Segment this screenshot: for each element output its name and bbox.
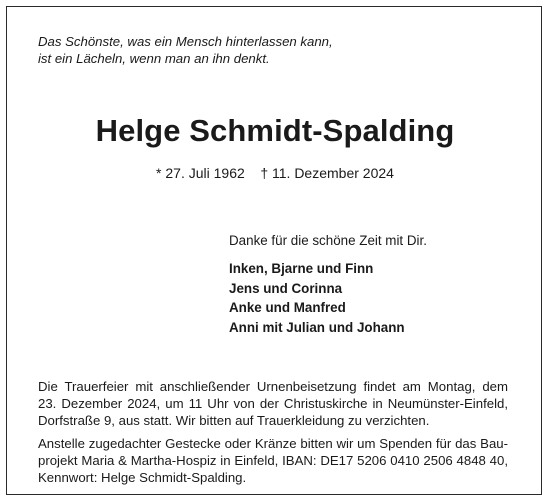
ceremony-paragraph [38, 378, 508, 429]
family-line: Anke und Manfred [229, 300, 346, 315]
ceremony-line: Dorfstraße 9, aus statt. Wir bitten auf Trauerkleidung zu verzichten. [38, 413, 430, 428]
ceremony-line: 23. Dezember 2024, um 11 Uhr von der Christuskirche in Neumünster-Einfeld, [38, 396, 508, 411]
donation-line: Kennwort: Helge Schmidt-Spalding. [38, 470, 247, 485]
deceased-name: Helge Schmidt-Spalding [95, 113, 455, 148]
family-list [229, 259, 405, 337]
donation-line: projekt Maria & Martha-Hospiz in Einfeld, IBAN: DE17 5206 0410 2506 4848 40, [38, 453, 508, 468]
life-dates: * 27. Juli 1962 † 11. Dezember 2024 [156, 165, 394, 181]
family-line: Anni mit Julian und Johann [229, 319, 405, 335]
thanks-line: Danke für die schöne Zeit mit Dir. [229, 233, 427, 248]
family-line: Jens und Corinna [229, 280, 343, 296]
quote-line: Das Schönste, was ein Mensch hinterlassen kann, [38, 34, 333, 49]
memorial-quote [38, 33, 508, 67]
donation-line: Anstelle zugedachter Gestecke oder Kränze bitten wir um Spenden für das Bau- [38, 436, 508, 451]
donation-paragraph [38, 435, 508, 486]
ceremony-line: Die Trauerfeier mit anschließender Urnenbeisetzung findet am Montag, dem [38, 379, 508, 394]
family-line: Inken, Bjarne und Finn [229, 261, 374, 276]
quote-line: ist ein Lächeln, wenn man an ihn denkt. [38, 51, 270, 66]
